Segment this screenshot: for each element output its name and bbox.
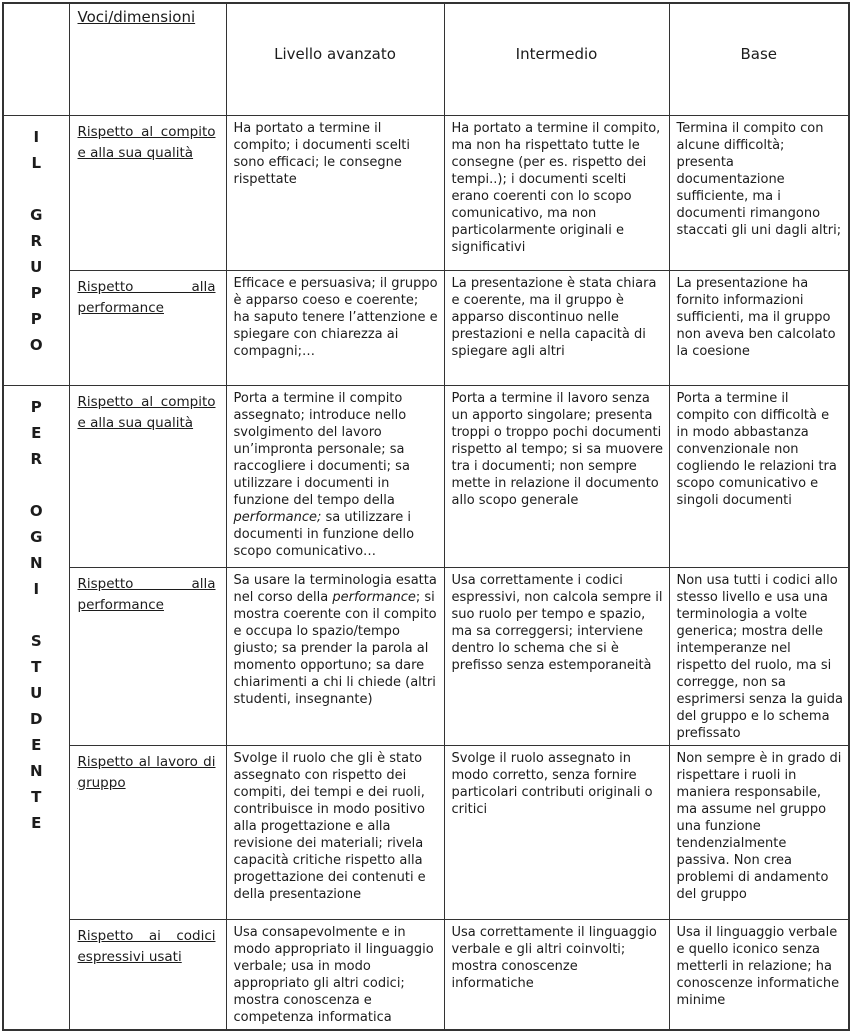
dimension-cell xyxy=(69,115,226,270)
section-letter: P xyxy=(30,309,42,328)
descriptor-text: Svolge il ruolo che gli è stato assegnato con rispetto dei compiti, dei tempi e dei ruoli, contribuisce in modo positivo alla progettazione e alla revisione dei materiali; rivela capacità critiche rispetto alla progettazione dei contenuti e della presentazione xyxy=(233,750,426,902)
section-letter: E xyxy=(31,813,42,832)
section-letter: I xyxy=(33,579,40,598)
section-letter: L xyxy=(31,153,42,172)
dimension-cell xyxy=(69,270,226,385)
descriptor-cell-intermedio xyxy=(444,270,669,385)
section-letter: R xyxy=(30,449,43,468)
descriptor-text: Usa correttamente i codici espressivi, non calcola sempre il suo ruolo per tempo e spazio, ma sa correggersi; interviene dentro lo schema che si è prefisso senza estemporaneità xyxy=(451,572,663,673)
dimension-label: Rispetto alla performance xyxy=(77,278,216,316)
section-letter: G xyxy=(30,527,43,546)
section-letter: D xyxy=(30,709,43,728)
descriptor-text: La presentazione ha fornito informazioni sufficienti, ma il gruppo non aveva ben calcolato la coesione xyxy=(676,275,836,359)
descriptor-cell-avanzato xyxy=(226,745,444,919)
rubric-row xyxy=(3,745,849,919)
section-letter: P xyxy=(30,283,42,302)
section-letter: O xyxy=(29,501,43,520)
descriptor-text: sa utilizzare i documenti in funzione dello scopo comunicativo… xyxy=(233,509,415,559)
section-letter: P xyxy=(30,397,42,416)
descriptor-text: Porta a termine il compito con difficoltà e in modo abbastanza convenzionale non cogliendo le relazioni tra scopo comunicativo e singoli documenti xyxy=(676,390,837,508)
descriptor-text: Termina il compito con alcune difficoltà; presenta documentazione sufficiente, ma i documenti rimangono staccati gli uni dagli altri; xyxy=(676,120,842,238)
descriptor-cell-avanzato xyxy=(226,270,444,385)
section-letter: S xyxy=(30,631,42,650)
descriptor-text: Usa consapevolmente e in modo appropriato il linguaggio verbale; usa in modo appropriato gli altri codici; mostra conoscenza e competenza informatica xyxy=(233,924,434,1025)
level-header-intermedio: Intermedio xyxy=(444,3,669,115)
section-letter: G xyxy=(30,205,43,224)
section-letter: N xyxy=(29,553,43,572)
descriptor-cell-avanzato xyxy=(226,115,444,270)
section-letter: O xyxy=(29,335,43,354)
section-letter: R xyxy=(30,231,43,250)
descriptor-cell-intermedio xyxy=(444,745,669,919)
rubric-row xyxy=(3,385,849,567)
section-letter: T xyxy=(31,657,42,676)
dimension-label: Rispetto al compito e alla sua qualità xyxy=(77,393,216,431)
voci-dimensioni-label: Voci/dimensioni xyxy=(77,8,196,26)
section-letter: U xyxy=(30,257,43,276)
rubric-body xyxy=(3,115,849,1030)
rubric-row xyxy=(3,567,849,745)
section-label-gruppo xyxy=(3,115,69,385)
header-row xyxy=(3,3,849,115)
descriptor-text: Porta a termine il compito assegnato; introduce nello svolgimento del lavoro un’impronta personale; sa raccogliere i documenti; sa utilizzare i documenti in funzione del tempo della xyxy=(233,390,410,508)
dimension-cell xyxy=(69,745,226,919)
descriptor-text: Non sempre è in grado di rispettare i ruoli in maniera responsabile, ma assume nel gruppo una funzione tendenzialmente passiva. Non crea problemi di andamento del gruppo xyxy=(676,750,842,902)
dimension-label: Rispetto al lavoro di gruppo xyxy=(77,753,216,791)
level-header-avanzato: Livello avanzato xyxy=(226,3,444,115)
rubric-row xyxy=(3,270,849,385)
letter-gap xyxy=(10,472,63,498)
descriptor-cell-base xyxy=(669,919,849,1030)
descriptor-text: Porta a termine il lavoro senza un apporto singolare; presenta troppi o troppo pochi documenti rispetto al tempo; si sa muovere tra i documenti; non sempre mette in relazione il documento allo scopo generale xyxy=(451,390,663,508)
section-letter: E xyxy=(31,423,42,442)
dimension-label: Rispetto al compito e alla sua qualità xyxy=(77,123,216,161)
dimension-cell xyxy=(69,385,226,567)
section-label-studente xyxy=(3,385,69,1030)
descriptor-text: Svolge il ruolo assegnato in modo corretto, senza fornire particolari contributi originali o critici xyxy=(451,750,653,817)
descriptor-cell-avanzato xyxy=(226,567,444,745)
dimension-label: Rispetto alla performance xyxy=(77,575,216,613)
dimension-label: Rispetto ai codici espressivi usati xyxy=(77,927,216,965)
descriptor-text: Sa usare la terminologia esatta nel corso della xyxy=(233,572,437,605)
descriptor-cell-base xyxy=(669,115,849,270)
descriptor-text: performance; xyxy=(233,509,322,525)
descriptor-text: Ha portato a termine il compito; i documenti scelti sono efficaci; le consegne rispettate xyxy=(233,120,411,187)
letter-gap xyxy=(10,602,63,628)
descriptor-cell-avanzato xyxy=(226,385,444,567)
section-letter: E xyxy=(31,735,42,754)
descriptor-text: Non usa tutti i codici allo stesso livello e usa una terminologia a volte generica; mostra delle intemperanze nel rispetto del ruolo, ma si corregge, non sa esprimersi senza la guida del gruppo e lo schema prefissato xyxy=(676,572,843,741)
descriptor-text: Usa correttamente il linguaggio verbale e gli altri coinvolti; mostra conoscenze informatiche xyxy=(451,924,657,991)
section-letter: N xyxy=(29,761,43,780)
descriptor-text: Ha portato a termine il compito, ma non ha rispettato tutte le consegne (per es. rispetto dei tempi..); i documenti scelti erano coerenti con lo scopo comunicativo, ma non particolarmente originali e significativi xyxy=(451,120,661,255)
dimension-cell xyxy=(69,919,226,1030)
descriptor-cell-intermedio xyxy=(444,919,669,1030)
dimension-cell xyxy=(69,567,226,745)
descriptor-text: ; si mostra coerente con il compito e occupa lo spazio/tempo giusto; sa prender la parola al momento opportuno; sa dare chiarimenti a chi li chiede (altri studenti, insegnante) xyxy=(233,589,437,707)
descriptor-text: performance xyxy=(332,589,416,605)
descriptor-cell-intermedio xyxy=(444,115,669,270)
descriptor-text: Efficace e persuasiva; il gruppo è apparso coeso e coerente; ha saputo tenere l’attenzione e spiegare con chiarezza ai compagni;… xyxy=(233,275,438,359)
descriptor-cell-base xyxy=(669,745,849,919)
voci-dimensioni-header xyxy=(69,3,226,115)
corner-empty-cell xyxy=(3,3,69,115)
descriptor-cell-base xyxy=(669,385,849,567)
rubric-row xyxy=(3,115,849,270)
descriptor-text: Usa il linguaggio verbale e quello iconico senza metterli in relazione; ha conoscenze informatiche minime xyxy=(676,924,840,1008)
descriptor-cell-intermedio xyxy=(444,567,669,745)
level-header-base: Base xyxy=(669,3,849,115)
letter-gap xyxy=(10,176,63,202)
descriptor-cell-base xyxy=(669,567,849,745)
descriptor-text: La presentazione è stata chiara e coerente, ma il gruppo è apparso discontinuo nelle prestazioni e nella capacità di spiegare agli altri xyxy=(451,275,657,359)
descriptor-cell-avanzato xyxy=(226,919,444,1030)
section-letter: U xyxy=(30,683,43,702)
section-letter: I xyxy=(33,127,40,146)
section-letter: T xyxy=(31,787,42,806)
rubric-row xyxy=(3,919,849,1030)
descriptor-cell-intermedio xyxy=(444,385,669,567)
descriptor-cell-base xyxy=(669,270,849,385)
rubric-table xyxy=(2,2,850,1031)
